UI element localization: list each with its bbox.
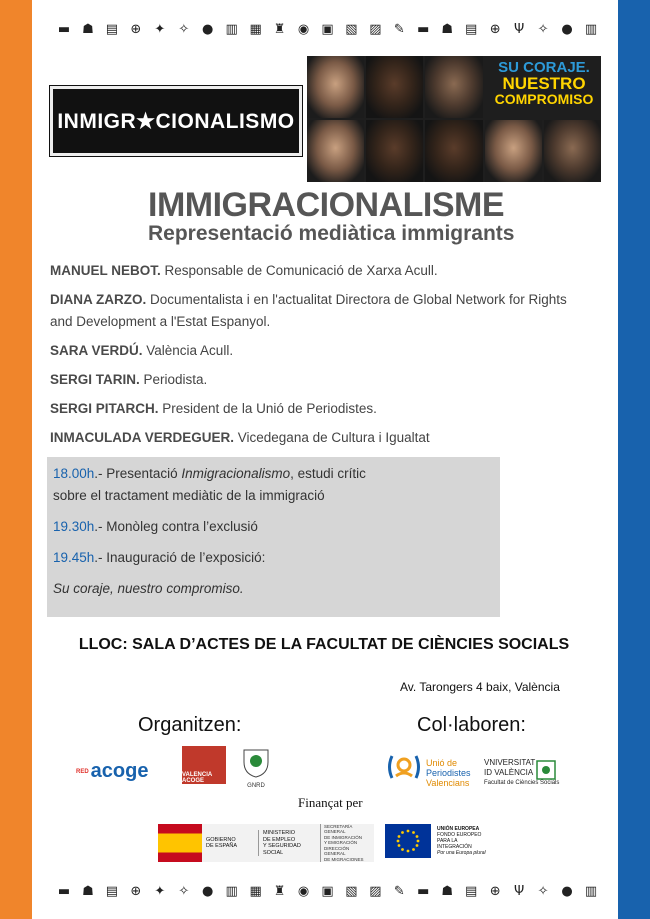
satellite-icon: ✦ <box>154 883 166 899</box>
page-title: IMMIGRACIONALISME <box>148 186 505 224</box>
gobierno-espana-logo <box>158 824 374 862</box>
upv-line: Periodistes <box>426 768 471 778</box>
portrait-photo <box>366 120 423 182</box>
speaker-desc: Periodista. <box>139 372 208 387</box>
satellite-icon: ✧ <box>178 21 190 37</box>
schedule-box <box>47 457 500 617</box>
group-add-icon: ⊕ <box>130 21 142 37</box>
slogan-line-2: NUESTRO <box>502 74 586 93</box>
speaker-item <box>50 260 570 282</box>
scooter-icon: ● <box>561 883 573 899</box>
top-icon-row <box>55 18 600 40</box>
gobierno-text <box>202 837 258 850</box>
antenna-icon: Ψ <box>513 21 525 37</box>
valencia-acoge-logo <box>182 746 226 784</box>
schedule-item <box>53 547 500 569</box>
microphone-icon: ✎ <box>393 883 405 899</box>
speaker-name: INMACULADA VERDEGUER. <box>50 430 235 445</box>
sec-line: DE MIGRACIONES <box>324 856 364 862</box>
campaign-slogan <box>488 60 600 118</box>
reporter-icon: ◉ <box>297 883 310 899</box>
camera-icon: ▬ <box>57 883 71 899</box>
acoge-text: acoge <box>90 760 149 782</box>
bottom-icon-row <box>55 880 600 902</box>
inmigracionalismo-logo <box>50 86 302 156</box>
satellite-icon: ✧ <box>537 883 549 899</box>
scooter-icon: ● <box>202 21 214 37</box>
city-icon: ▦ <box>249 883 262 899</box>
portrait-photo <box>425 56 482 118</box>
speaker-desc: Vicedegana de Cultura i Igualtat <box>234 430 430 445</box>
video-camera-icon: ▬ <box>417 883 430 899</box>
speaker-item <box>50 340 570 362</box>
uv-line: VNIVERSITAT <box>484 758 536 767</box>
newspaper-icon: ▤ <box>105 21 119 37</box>
gov-line: GOBIERNO <box>206 836 236 843</box>
sec-line: DE INMIGRACIÓN <box>324 834 363 840</box>
speaker-desc: President de la Unió de Periodistes. <box>158 401 377 416</box>
speaker-name: MANUEL NEBOT. <box>50 263 161 278</box>
slogan-line-3: COMPROMISO <box>494 91 594 107</box>
eu-flag-icon <box>385 824 431 858</box>
gnrd-logo <box>240 748 272 789</box>
portrait-photo <box>366 56 423 118</box>
podium-icon: ♜ <box>273 21 286 37</box>
sec-line: DIRECCIÓN GENERAL <box>324 845 350 857</box>
uv-line: ID VALÈNCIA <box>484 768 534 777</box>
radio-icon: ▨ <box>369 21 382 37</box>
venue-line: LLOC: SALA D’ACTES DE LA FACULTAT DE CIÈNCIES SOCIALS <box>78 636 570 653</box>
speakers-list <box>50 260 570 456</box>
speaker-name: SERGI TARIN. <box>50 372 140 387</box>
speaker-name: DIANA ZARZO. <box>50 292 147 307</box>
portrait-photo <box>544 120 601 182</box>
scooter-icon: ● <box>202 883 214 899</box>
gnrd-text: GNRD <box>247 783 265 789</box>
min-line: MINISTERIO <box>263 830 296 836</box>
speaker-desc: Documentalista i en l'actualitat Directora de Global Network for Rights and Development a l'Estat Espanyol. <box>50 292 567 329</box>
group-add-icon: ⊕ <box>489 883 501 899</box>
microphone-icon: ✎ <box>393 21 405 37</box>
eu-line: PARA LA <box>437 838 458 844</box>
schedule-text: .- Monòleg contra l’exclusió <box>94 519 258 534</box>
schedule-item <box>53 463 500 507</box>
satellite-icon: ✧ <box>537 21 549 37</box>
meeting-icon: ☗ <box>441 883 454 899</box>
eu-line: UNIÓN EUROPEA <box>437 826 480 832</box>
reporter-icon: ◉ <box>297 21 310 37</box>
podium-icon: ♜ <box>273 883 286 899</box>
book-icon: ▣ <box>321 21 334 37</box>
group-add-icon: ⊕ <box>130 883 142 899</box>
min-line: DE EMPLEO <box>263 836 296 843</box>
radio-icon: ▨ <box>369 883 382 899</box>
sec-line: Y EMIGRACIÓN <box>324 840 358 846</box>
notes-icon: ▧ <box>345 21 358 37</box>
red-acoge-logo <box>76 760 148 783</box>
right-blue-band <box>618 0 650 919</box>
news-icon: ▤ <box>465 883 478 899</box>
portrait-photo <box>485 120 542 182</box>
group-add-icon: ⊕ <box>489 21 501 37</box>
newspaper-icon: ▤ <box>105 883 119 899</box>
min-line: Y SEGURIDAD SOCIAL <box>263 843 301 856</box>
unio-periodistes-text <box>426 758 471 788</box>
satellite-icon: ✦ <box>154 21 166 37</box>
schedule-item <box>53 578 500 600</box>
book-icon: ▣ <box>321 883 334 899</box>
speaker-name: SARA VERDÚ. <box>50 343 143 358</box>
unio-periodistes-logo-mark <box>386 752 422 787</box>
spain-flag-icon <box>158 824 202 862</box>
uv-line: Facultat de Ciències Socials <box>484 780 560 786</box>
people-icon: ☗ <box>82 883 94 899</box>
camera-icon: ▬ <box>57 21 71 37</box>
satellite-icon: ✧ <box>178 883 190 899</box>
city-icon: ▦ <box>249 21 262 37</box>
meeting-icon: ☗ <box>441 21 454 37</box>
newspaper-icon: ▥ <box>225 883 238 899</box>
newspaper-icon: ▥ <box>225 21 238 37</box>
slogan-line-1: SU CORAJE. <box>498 59 590 76</box>
schedule-item <box>53 516 500 538</box>
eu-line: Por una Europa plural <box>437 850 486 856</box>
speaker-item <box>50 369 570 391</box>
portrait-photo <box>307 120 364 182</box>
newspaper-icon: ▥ <box>584 883 598 899</box>
upv-line: Unió de <box>426 758 458 768</box>
notes-icon: ▧ <box>345 883 358 899</box>
schedule-time: 19.45h <box>53 550 95 565</box>
upv-line: Valencians <box>426 778 470 788</box>
schedule-time: 19.30h <box>53 519 95 534</box>
speaker-desc: Responsable de Comunicació de Xarxa Acull. <box>160 263 438 278</box>
schedule-text: sobre el tractament mediàtic de la immigració <box>53 488 325 503</box>
gov-line: DE ESPAÑA <box>206 843 238 849</box>
eu-fund-text <box>437 826 507 856</box>
unio-periodistes-icon <box>386 752 422 782</box>
speaker-desc: València Acull. <box>142 343 234 358</box>
valencia-acoge-text: VALENCIA ACOGE <box>182 772 212 784</box>
portrait-photo <box>425 120 482 182</box>
eu-line: FONDO EUROPEO <box>437 832 482 838</box>
schedule-text: .- Inauguració de l’exposició: <box>94 550 266 565</box>
newspaper-icon: ▥ <box>584 21 598 37</box>
acoge-prefix: RED <box>76 768 89 775</box>
video-camera-icon: ▬ <box>417 21 430 37</box>
ministerio-text <box>258 830 320 856</box>
collaborators-heading: Col·laboren: <box>417 714 526 736</box>
secretaria-text <box>320 824 370 863</box>
speaker-item <box>50 427 570 449</box>
speaker-item <box>50 398 570 420</box>
schedule-time: 18.00h <box>53 466 95 481</box>
schedule-text: , estudi crític <box>290 466 366 481</box>
organizers-heading: Organitzen: <box>138 714 242 736</box>
people-icon: ☗ <box>82 21 94 37</box>
sec-line: SECRETARÍA GENERAL <box>324 823 353 835</box>
eu-line: INTEGRACIÓN <box>437 844 472 850</box>
venue-address: Av. Tarongers 4 baix, València <box>400 680 560 694</box>
left-orange-band <box>0 0 32 919</box>
speaker-name: SERGI PITARCH. <box>50 401 159 416</box>
uv-shield-icon <box>536 760 556 780</box>
page-subtitle: Representació mediàtica immigrants <box>148 222 515 245</box>
logo-text: INMIGR★CIONALISMO <box>57 109 295 133</box>
scooter-icon: ● <box>561 21 573 37</box>
gnrd-emblem-icon <box>240 748 272 778</box>
exhibition-title: Su coraje, nuestro compromiso. <box>53 581 244 596</box>
funding-label: Finançat per <box>298 795 363 810</box>
speaker-item <box>50 289 570 333</box>
portrait-photo <box>307 56 364 118</box>
schedule-emphasis: Inmigracionalismo <box>181 466 291 481</box>
antenna-icon: Ψ <box>513 883 525 899</box>
schedule-text: .- Presentació <box>94 466 182 481</box>
news-icon: ▤ <box>465 21 478 37</box>
